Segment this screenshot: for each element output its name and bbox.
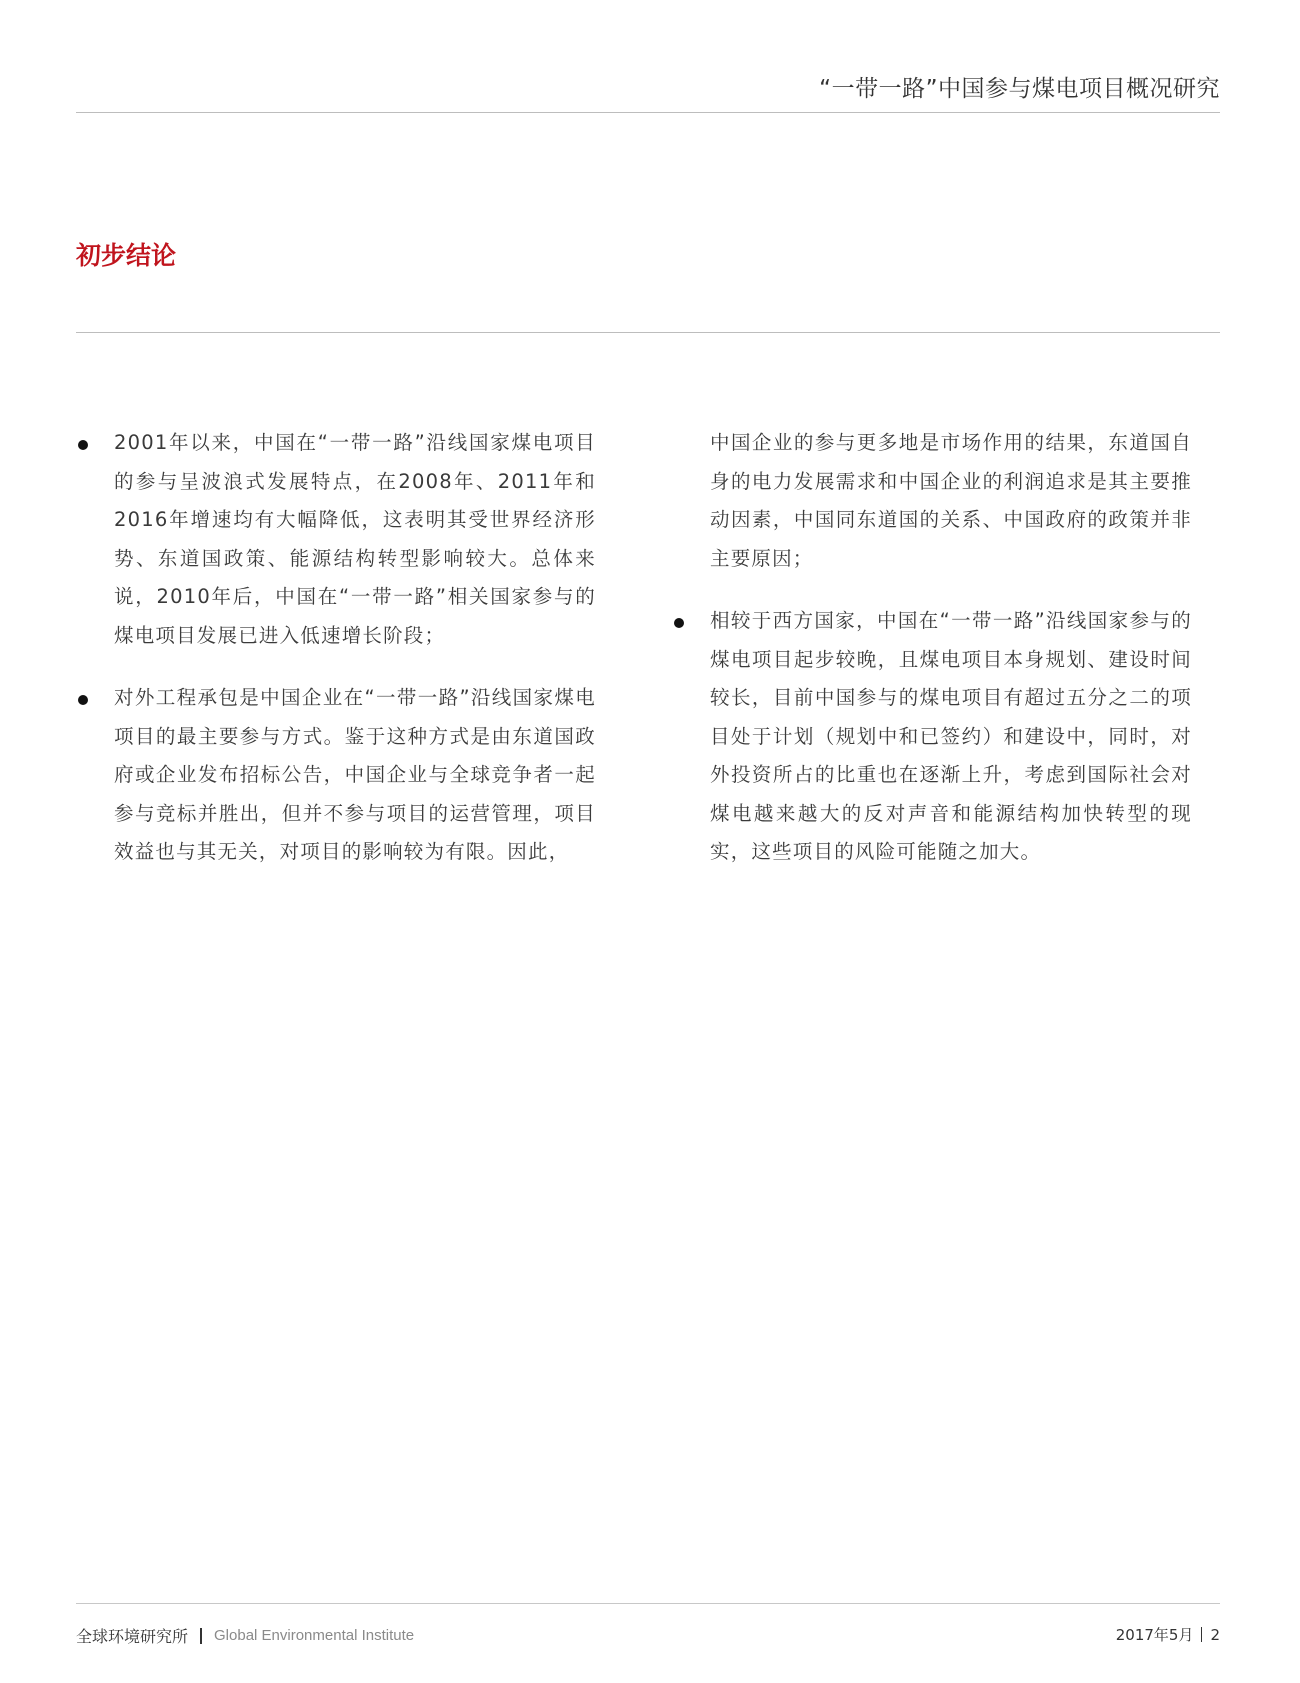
bullet-item [76, 679, 596, 872]
header-divider [76, 112, 1220, 113]
left-column [76, 424, 596, 896]
bullet-text: 2001年以来，中国在“一带一路”沿线国家煤电项目的参与呈波浪式发展特点，在2008年、2011年和2016年增速均有大幅降低，这表明其受世界经济形势、东道国政策、能源结构转型影响较大。总体来说，2010年后，中国在“一带一路”相关国家参与的煤电项目发展已进入低速增长阶段； [114, 431, 596, 647]
footer-divider [76, 1603, 1220, 1604]
section-title: 初步结论 [76, 241, 177, 270]
footer-separator [1201, 1627, 1202, 1642]
bullet-dot-icon [78, 695, 88, 705]
bullet-dot-icon [674, 618, 684, 628]
page-number: 2 [1210, 1625, 1220, 1644]
continued-paragraph [672, 424, 1192, 578]
org-name-en: Global Environmental Institute [214, 1627, 415, 1644]
bullet-dot-icon [78, 440, 88, 450]
bullet-text: 相较于西方国家，中国在“一带一路”沿线国家参与的煤电项目起步较晚，且煤电项目本身规划、建设时间较长，目前中国参与的煤电项目有超过五分之二的项目处于计划（规划中和已签约）和建设中，同时，对外投资所占的比重也在逐渐上升，考虑到国际社会对煤电越来越大的反对声音和能源结构加快转型的现实，这些项目的风险可能随之加大。 [710, 609, 1192, 863]
footer-page-info [1116, 1624, 1220, 1645]
bullet-item [672, 602, 1192, 872]
bullet-text: 对外工程承包是中国企业在“一带一路”沿线国家煤电项目的最主要参与方式。鉴于这种方式是由东道国政府或企业发布招标公告，中国企业与全球竞争者一起参与竞标并胜出，但并不参与项目的运营管理，项目效益也与其无关，对项目的影响较为有限。因此， [114, 686, 596, 863]
publication-date: 2017年5月 [1115, 1626, 1194, 1644]
section-divider [76, 332, 1220, 333]
footer-organization [76, 1624, 414, 1647]
footer-separator [200, 1628, 202, 1644]
org-name-cn: 全球环境研究所 [76, 1627, 189, 1646]
running-header: “一带一路”中国参与煤电项目概况研究 [819, 76, 1220, 102]
continued-text: 中国企业的参与更多地是市场作用的结果，东道国自身的电力发展需求和中国企业的利润追求是其主要推动因素，中国同东道国的关系、中国政府的政策并非主要原因； [710, 431, 1192, 570]
right-column [672, 424, 1192, 896]
bullet-item [76, 424, 596, 655]
